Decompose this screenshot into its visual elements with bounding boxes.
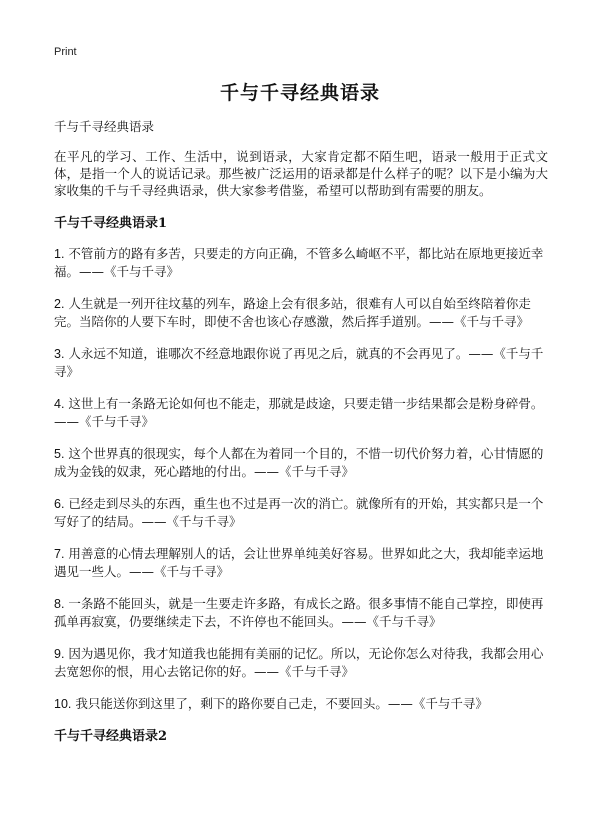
print-link[interactable]: Print <box>54 46 77 58</box>
intro-paragraph: 在平凡的学习、工作、生活中，说到语录，大家肯定都不陌生吧，语录一般用于正式文体，是指一个人的说话记录。那些被广泛运用的语录都是什么样子的呢？以下是小编为大家收集的千与千寻经典语录，供大家参考借鉴，希望可以帮助到有需要的朋友。 <box>54 149 548 198</box>
quote-item <box>54 295 548 330</box>
quote-text: 人生就是一列开往坟墓的列车，路途上会有很多站，很难有人可以自始至终陪着你走完。当陪你的人要下车时，即使不舍也该心存感激，然后挥手道别。——《千与千寻》 <box>54 296 531 329</box>
quote-item <box>54 645 548 680</box>
article-body <box>54 118 548 758</box>
quote-number: 5. <box>54 447 65 461</box>
quote-number: 7. <box>54 547 65 561</box>
quote-text: 人永远不知道，谁哪次不经意地跟你说了再见之后，就真的不会再见了。——《千与千寻》 <box>54 346 544 379</box>
quote-item <box>54 345 548 380</box>
quote-number: 6. <box>54 497 65 511</box>
quote-text: 用善意的心情去理解别人的话，会让世界单纯美好容易。世界如此之大，我却能幸运地遇见一些人。——《千与千寻》 <box>54 546 544 579</box>
quote-item <box>54 495 548 530</box>
page-title: 千与千寻经典语录 <box>219 82 380 104</box>
quote-item <box>54 595 548 630</box>
quote-item <box>54 445 548 480</box>
quote-number: 8. <box>54 597 65 611</box>
quote-number: 2. <box>54 297 65 311</box>
quote-number: 4. <box>54 397 65 411</box>
quote-number: 10. <box>54 697 72 711</box>
quote-text: 不管前方的路有多苦，只要走的方向正确，不管多么崎岖不平，都比站在原地更接近幸福。——《千与千寻》 <box>54 246 544 279</box>
quote-item <box>54 395 548 430</box>
section-heading-2: 千与千寻经典语录2 <box>54 729 168 744</box>
quote-text: 这个世界真的很现实，每个人都在为着同一个目的，不惜一切代价努力着，心甘情愿的成为金钱的奴隶，死心踏地的付出。——《千与千寻》 <box>54 446 544 479</box>
article-subtitle: 千与千寻经典语录 <box>54 119 155 134</box>
quote-item <box>54 695 548 713</box>
section-heading-1: 千与千寻经典语录1 <box>54 216 168 231</box>
quote-text: 因为遇见你，我才知道我也能拥有美丽的记忆。所以，无论你怎么对待我，我都会用心去宽恕你的恨，用心去铭记你的好。——《千与千寻》 <box>54 646 544 679</box>
quote-number: 9. <box>54 647 65 661</box>
quote-text: 我只能送你到这里了，剩下的路你要自己走，不要回头。——《千与千寻》 <box>75 696 488 711</box>
quote-text: 这世上有一条路无论如何也不能走，那就是歧途，只要走错一步结果都会是粉身碎骨。——《千与千寻》 <box>54 396 544 429</box>
quote-item <box>54 545 548 580</box>
quote-list <box>54 245 548 713</box>
quote-text: 已经走到尽头的东西，重生也不过是再一次的消亡。就像所有的开始，其实都只是一个写好了的结局。——《千与千寻》 <box>54 496 544 529</box>
quote-text: 一条路不能回头，就是一生要走许多路，有成长之路。很多事情不能自己掌控，即使再孤单再寂寞，仍要继续走下去，不许停也不能回头。——《千与千寻》 <box>54 596 544 629</box>
quote-number: 3. <box>54 347 65 361</box>
quote-number: 1. <box>54 247 65 261</box>
quote-item <box>54 245 548 280</box>
